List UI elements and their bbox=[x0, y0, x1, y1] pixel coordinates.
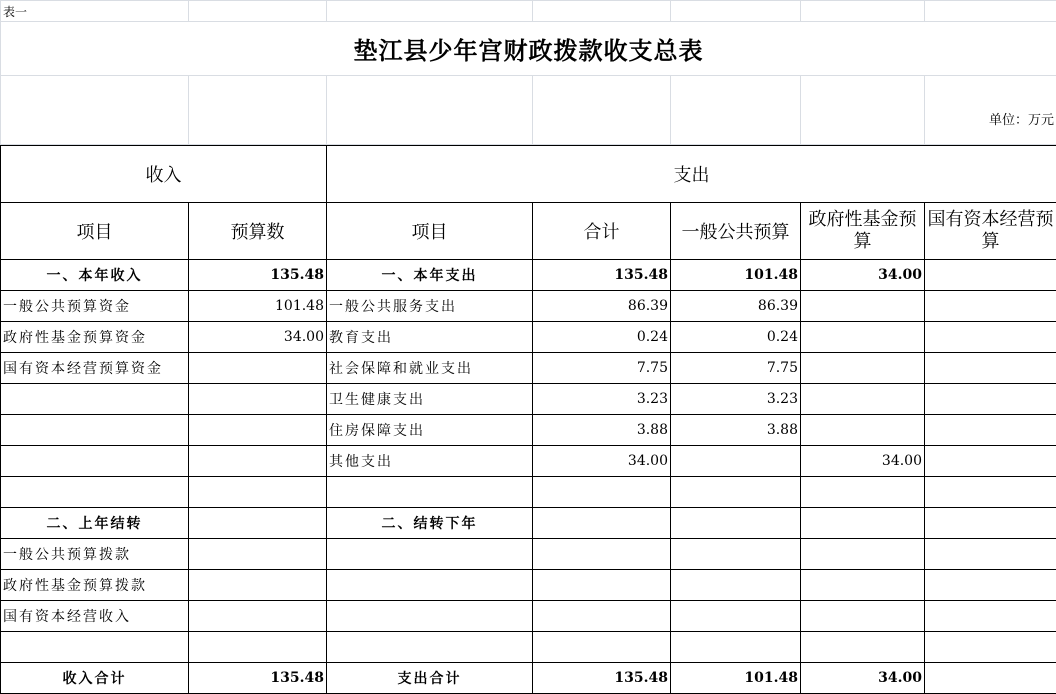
state-capital-value[interactable] bbox=[925, 446, 1056, 477]
empty-cell[interactable] bbox=[533, 1, 671, 22]
income-value[interactable]: 135.48 bbox=[189, 260, 327, 291]
income-value[interactable] bbox=[189, 353, 327, 384]
income-header: 收入 bbox=[1, 146, 327, 203]
general-value[interactable] bbox=[671, 446, 801, 477]
income-label[interactable]: 政府性基金预算资金 bbox=[1, 322, 189, 353]
income-value[interactable]: 34.00 bbox=[189, 322, 327, 353]
income-value[interactable] bbox=[189, 384, 327, 415]
expense-label[interactable]: 二、结转下年 bbox=[327, 508, 533, 539]
gov-fund-header: 政府性基金预算 bbox=[801, 203, 925, 260]
gov-fund-value[interactable] bbox=[801, 291, 925, 322]
income-value[interactable] bbox=[189, 632, 327, 663]
state-capital-value[interactable] bbox=[925, 477, 1056, 508]
empty-cell[interactable] bbox=[189, 76, 327, 145]
expense-label[interactable]: 一般公共服务支出 bbox=[327, 291, 533, 322]
income-label[interactable]: 政府性基金预算拨款 bbox=[1, 570, 189, 601]
general-value[interactable]: 0.24 bbox=[671, 322, 801, 353]
total-value[interactable]: 0.24 bbox=[533, 322, 671, 353]
gov-fund-value[interactable] bbox=[801, 508, 925, 539]
income-total-label[interactable]: 收入合计 bbox=[1, 663, 189, 694]
budget-number-header: 预算数 bbox=[189, 203, 327, 260]
general-value[interactable] bbox=[671, 508, 801, 539]
state-capital-value[interactable] bbox=[925, 260, 1056, 291]
income-value[interactable] bbox=[189, 446, 327, 477]
general-value[interactable] bbox=[671, 477, 801, 508]
total-header: 合计 bbox=[533, 203, 671, 260]
state-capital-value[interactable] bbox=[925, 384, 1056, 415]
empty-cell[interactable] bbox=[801, 1, 925, 22]
total-value[interactable]: 86.39 bbox=[533, 291, 671, 322]
totals-row bbox=[1, 663, 1056, 694]
income-label[interactable]: 国有资本经营收入 bbox=[1, 601, 189, 632]
general-value[interactable] bbox=[671, 539, 801, 570]
state-capital-value[interactable] bbox=[925, 322, 1056, 353]
empty-cell[interactable] bbox=[327, 76, 533, 145]
general-value[interactable]: 7.75 bbox=[671, 353, 801, 384]
expense-header: 支出 bbox=[327, 146, 1056, 203]
income-label[interactable] bbox=[1, 477, 189, 508]
gov-fund-value[interactable] bbox=[801, 384, 925, 415]
data-table bbox=[0, 145, 1056, 694]
gov-fund-value[interactable] bbox=[801, 601, 925, 632]
income-label[interactable]: 一、本年收入 bbox=[1, 260, 189, 291]
income-label[interactable]: 一般公共预算资金 bbox=[1, 291, 189, 322]
unit-label: 单位：万元 bbox=[925, 76, 1056, 145]
expense-total-label[interactable]: 支出合计 bbox=[327, 663, 533, 694]
income-label[interactable]: 二、上年结转 bbox=[1, 508, 189, 539]
expense-label[interactable]: 社会保障和就业支出 bbox=[327, 353, 533, 384]
income-label[interactable]: 一般公共预算拨款 bbox=[1, 539, 189, 570]
empty-cell[interactable] bbox=[533, 76, 671, 145]
expense-label[interactable]: 卫生健康支出 bbox=[327, 384, 533, 415]
gov-fund-value[interactable] bbox=[801, 477, 925, 508]
total-value[interactable]: 135.48 bbox=[533, 260, 671, 291]
income-value[interactable] bbox=[189, 601, 327, 632]
state-capital-header: 国有资本经营预算 bbox=[925, 203, 1056, 260]
total-value[interactable]: 34.00 bbox=[533, 446, 671, 477]
state-capital-value[interactable] bbox=[925, 570, 1056, 601]
state-capital-value[interactable] bbox=[925, 291, 1056, 322]
expense-label[interactable]: 一、本年支出 bbox=[327, 260, 533, 291]
general-value[interactable] bbox=[671, 632, 801, 663]
total-value[interactable] bbox=[533, 539, 671, 570]
total-value[interactable] bbox=[533, 508, 671, 539]
total-value[interactable] bbox=[533, 601, 671, 632]
income-label[interactable]: 国有资本经营预算资金 bbox=[1, 353, 189, 384]
income-value[interactable] bbox=[189, 415, 327, 446]
empty-cell[interactable] bbox=[189, 1, 327, 22]
gov-fund-value[interactable] bbox=[801, 322, 925, 353]
total-value[interactable] bbox=[533, 632, 671, 663]
page-title: 垫江县少年宫财政拨款收支总表 bbox=[1, 22, 1056, 76]
general-value[interactable]: 101.48 bbox=[671, 260, 801, 291]
total-value[interactable] bbox=[533, 570, 671, 601]
state-capital-value[interactable] bbox=[925, 539, 1056, 570]
expense-label[interactable] bbox=[327, 632, 533, 663]
state-capital-value[interactable] bbox=[925, 353, 1056, 384]
general-value[interactable] bbox=[671, 570, 801, 601]
general-budget-header: 一般公共预算 bbox=[671, 203, 801, 260]
gov-fund-value[interactable] bbox=[801, 570, 925, 601]
gov-fund-value[interactable] bbox=[801, 353, 925, 384]
state-capital-value[interactable] bbox=[925, 601, 1056, 632]
empty-cell[interactable] bbox=[1, 76, 189, 145]
expense-label[interactable] bbox=[327, 601, 533, 632]
expense-label[interactable] bbox=[327, 570, 533, 601]
total-value[interactable]: 7.75 bbox=[533, 353, 671, 384]
empty-cell[interactable] bbox=[671, 1, 801, 22]
gov-fund-sum-value[interactable]: 34.00 bbox=[801, 663, 925, 694]
expense-label[interactable] bbox=[327, 539, 533, 570]
state-capital-value[interactable] bbox=[925, 415, 1056, 446]
gov-fund-value[interactable] bbox=[801, 632, 925, 663]
total-sum-value[interactable]: 135.48 bbox=[533, 663, 671, 694]
income-total-value[interactable]: 135.48 bbox=[189, 663, 327, 694]
top-table bbox=[0, 0, 1056, 145]
sheet-tag: 表一 bbox=[1, 1, 189, 22]
total-value[interactable]: 3.23 bbox=[533, 384, 671, 415]
total-value[interactable] bbox=[533, 477, 671, 508]
total-value[interactable]: 3.88 bbox=[533, 415, 671, 446]
income-value[interactable] bbox=[189, 477, 327, 508]
state-capital-value[interactable] bbox=[925, 508, 1056, 539]
empty-cell[interactable] bbox=[671, 76, 801, 145]
general-sum-value[interactable]: 101.48 bbox=[671, 663, 801, 694]
expense-label[interactable]: 住房保障支出 bbox=[327, 415, 533, 446]
state-capital-value[interactable] bbox=[925, 632, 1056, 663]
income-label[interactable] bbox=[1, 446, 189, 477]
gov-fund-value[interactable]: 34.00 bbox=[801, 446, 925, 477]
income-value[interactable]: 101.48 bbox=[189, 291, 327, 322]
income-label[interactable] bbox=[1, 415, 189, 446]
general-value[interactable] bbox=[671, 601, 801, 632]
expense-item-header: 项目 bbox=[327, 203, 533, 260]
income-label[interactable] bbox=[1, 384, 189, 415]
income-value[interactable] bbox=[189, 570, 327, 601]
state-capital-sum-value[interactable] bbox=[925, 663, 1056, 694]
gov-fund-value[interactable]: 34.00 bbox=[801, 260, 925, 291]
expense-label[interactable]: 其他支出 bbox=[327, 446, 533, 477]
income-label[interactable] bbox=[1, 632, 189, 663]
general-value[interactable]: 3.23 bbox=[671, 384, 801, 415]
expense-label[interactable]: 教育支出 bbox=[327, 322, 533, 353]
gov-fund-value[interactable] bbox=[801, 415, 925, 446]
expense-label[interactable] bbox=[327, 477, 533, 508]
general-value[interactable]: 86.39 bbox=[671, 291, 801, 322]
empty-cell[interactable] bbox=[327, 1, 533, 22]
gov-fund-value[interactable] bbox=[801, 539, 925, 570]
income-item-header: 项目 bbox=[1, 203, 189, 260]
general-value[interactable]: 3.88 bbox=[671, 415, 801, 446]
empty-cell[interactable] bbox=[801, 76, 925, 145]
income-value[interactable] bbox=[189, 539, 327, 570]
income-value[interactable] bbox=[189, 508, 327, 539]
empty-cell[interactable] bbox=[925, 1, 1056, 22]
